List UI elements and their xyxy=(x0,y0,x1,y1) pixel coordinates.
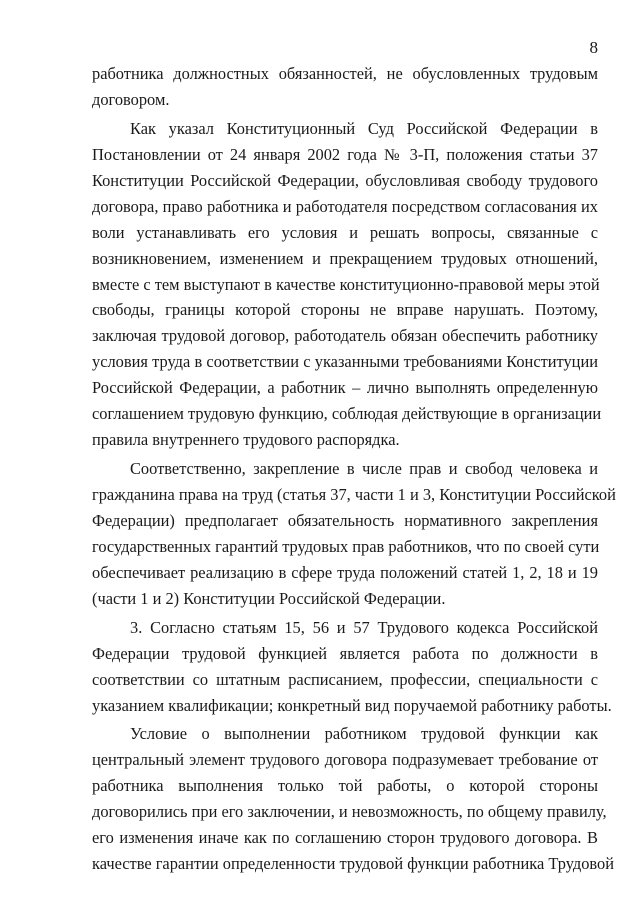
text-line: Федерации) предполагает обязательность нормативного закрепления xyxy=(92,510,598,530)
text-line: 3. Согласно статьям 15, 56 и 57 Трудового кодекса Российской xyxy=(130,617,598,637)
text-line: (части 1 и 2) Конституции Российской Федерации. xyxy=(92,588,446,608)
text-line: Условие о выполнении работником трудовой функции как xyxy=(130,724,598,744)
text-line: центральный элемент трудового договора подразумевает требование от xyxy=(92,750,598,770)
text-line: соответствии со штатным расписанием, профессии, специальности с xyxy=(92,669,598,689)
text-line: договора, право работника и работодателя посредством согласования их xyxy=(92,196,598,216)
text-line: указанием квалификации; конкретный вид поручаемой работнику работы. xyxy=(92,695,612,715)
text-line: Конституции Российской Федерации, обусловливая свободу трудового xyxy=(92,170,598,190)
text-line: заключая трудовой договор, работодатель обязан обеспечить работнику xyxy=(92,326,598,346)
text-line: его изменения иначе как по соглашению сторон трудового договора. В xyxy=(92,828,598,848)
text-line: договорились при его заключении, и невозможность, по общему правилу, xyxy=(92,802,607,822)
text-line: условия труда в соответствии с указанными требованиями Конституции xyxy=(92,352,598,372)
text-line: Соответственно, закрепление в числе прав и свобод человека и xyxy=(130,459,598,479)
text-line: договором. xyxy=(92,89,170,109)
paragraph xyxy=(92,721,615,877)
paragraph xyxy=(92,615,612,719)
text-line: свободы, границы которой стороны не вправе нарушать. Поэтому, xyxy=(92,300,598,320)
text-line: воли устанавливать его условия и решать вопросы, связанные с xyxy=(92,222,598,242)
text-line: вместе с тем выступают в качестве конституционно-правовой меры этой xyxy=(92,274,600,294)
text-line: соглашением трудовую функцию, соблюдая действующие в организации xyxy=(92,404,602,424)
text-line: правила внутреннего трудового распорядка. xyxy=(92,430,400,450)
text-line: качестве гарантии определенности трудовой функции работника Трудовой xyxy=(92,854,615,874)
text-line: Постановлении от 24 января 2002 года № 3-П, положения статьи 37 xyxy=(92,144,598,164)
text-line: обеспечивает реализацию в сфере труда положений статей 1, 2, 18 и 19 xyxy=(92,562,598,582)
text-line: работника должностных обязанностей, не обусловленных трудовым xyxy=(92,64,598,83)
text-line: государственных гарантий трудовых прав работников, что по своей сути xyxy=(92,536,600,556)
page-number: 8 xyxy=(589,38,598,57)
text-line: возникновением, изменением и прекращением трудовых отношений, xyxy=(92,248,598,268)
text-line: работника выполнения только той работы, о которой стороны xyxy=(92,776,598,796)
document-body xyxy=(92,61,616,877)
paragraph xyxy=(92,116,602,453)
text-line: Как указал Конституционный Суд Российской Федерации в xyxy=(130,118,598,138)
text-line: Российской Федерации, а работник – лично выполнять определенную xyxy=(92,378,598,398)
paragraph xyxy=(92,456,616,612)
text-line: гражданина права на труд (статья 37, части 1 и 3, Конституции Российской xyxy=(92,485,616,504)
text-line: Федерации трудовой функцией является работа по должности в xyxy=(92,643,598,663)
paragraph xyxy=(92,61,598,113)
